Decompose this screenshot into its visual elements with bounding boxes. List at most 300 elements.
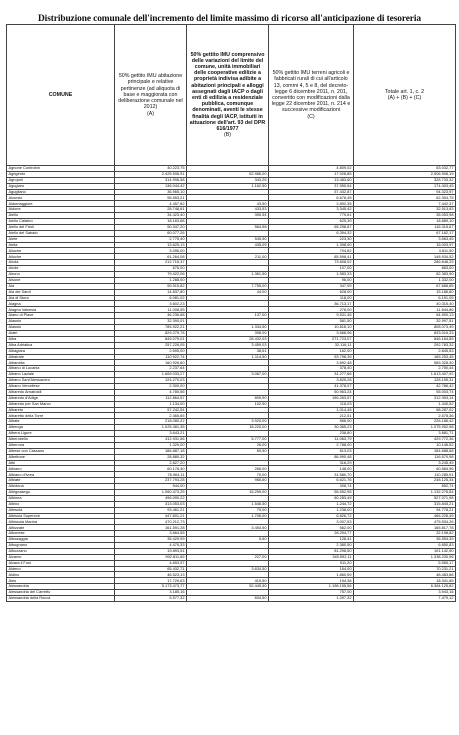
cell-c: 118,00: [269, 295, 354, 301]
cell-comune: Aldeno: [7, 566, 115, 572]
cell-total: 18.889,10: [354, 219, 456, 225]
cell-a: 1.025.381,35: [115, 425, 187, 431]
cell-comune: Albaredo Arnaboldi: [7, 389, 115, 395]
cell-a: 544,00: [115, 484, 187, 490]
cell-total: 475.534,26: [354, 519, 456, 525]
cell-c: 60.283,49: [269, 495, 354, 501]
cell-c: 3.892,48: [269, 360, 354, 366]
cell-comune: Albese con Cassano: [7, 448, 115, 454]
cell-total: 35.554,39: [354, 537, 456, 543]
cell-comune: Albiano d'Ivrea: [7, 472, 115, 478]
cell-b: 3.454,50: [187, 525, 269, 531]
cell-b: 15.259,00: [187, 489, 269, 495]
cell-c: 1.238,00: [269, 507, 354, 513]
cell-a: 257.226,05: [115, 342, 187, 348]
cell-comune: Agugliano: [7, 189, 115, 195]
cell-c: 57.432,87: [269, 189, 354, 195]
cell-c: 911,20: [269, 560, 354, 566]
cell-c: 31.277,66: [269, 372, 354, 378]
cell-comune: Alba Adriatica: [7, 342, 115, 348]
cell-a: 76.964,11: [115, 472, 187, 478]
cell-total: 808.073,49: [354, 325, 456, 331]
cell-a: 55.553,21: [115, 195, 187, 201]
cell-b: 211,00: [187, 254, 269, 260]
cell-total: 18.341,85: [354, 578, 456, 584]
cell-comune: Ala: [7, 283, 115, 289]
cell-c: 238,80: [269, 431, 354, 437]
cell-c: 347,99: [269, 283, 354, 289]
cell-comune: Aguglaro: [7, 183, 115, 189]
cell-b: 3.459,03: [187, 342, 269, 348]
cell-total: 40.315,40: [354, 301, 456, 307]
cell-total: 128.195,31: [354, 378, 456, 384]
cell-comune: Albugnano: [7, 543, 115, 549]
cell-comune: Alcara li Fusi: [7, 560, 115, 566]
cell-c: 276,00: [269, 307, 354, 313]
cell-total: 60.584,96: [354, 466, 456, 472]
cell-b: 604,50: [187, 596, 269, 602]
cell-comune: Albaredo d'Adige: [7, 395, 115, 401]
cell-a: 18.163,68: [115, 219, 187, 225]
cell-b: 395,54: [187, 213, 269, 219]
cell-c: 316,29: [269, 460, 354, 466]
cell-comune: Albidona: [7, 484, 115, 490]
cell-a: 1.669.033,27: [115, 372, 187, 378]
cell-c: 581,50: [269, 319, 354, 325]
cell-a: 2.775,40: [115, 236, 187, 242]
cell-a: 57.242,54: [115, 407, 187, 413]
cell-c: 41.378,07: [269, 383, 354, 389]
cell-comune: Ailoche: [7, 248, 115, 254]
cell-comune: Aiello del Sabato: [7, 230, 115, 236]
cell-a: 14.837,80: [115, 289, 187, 295]
cell-a: 93.461,21: [115, 507, 187, 513]
cell-comune: Albate: [7, 419, 115, 425]
cell-c: 3.668,96: [269, 330, 354, 336]
cell-a: 2.425.906,91: [115, 171, 187, 177]
cell-a: 186.887,18: [115, 448, 187, 454]
cell-comune: Alagna Valsesia: [7, 307, 115, 313]
cell-a: 212.715,37: [115, 260, 187, 266]
cell-b: 564,58: [187, 224, 269, 230]
cell-total: 6.384.125,82: [354, 584, 456, 590]
cell-total: 6.850,83: [354, 543, 456, 549]
cell-c: 164,00: [269, 566, 354, 572]
cell-comune: Alessandria del Carretto: [7, 590, 115, 596]
cell-b: 809,90: [187, 395, 269, 401]
cell-total: 11.644,86: [354, 307, 456, 313]
cell-b: 1.334,50: [187, 325, 269, 331]
cell-a: 59.515,82: [115, 283, 187, 289]
cell-total: 4.811,50: [354, 248, 456, 254]
cell-total: 32.997,51: [354, 319, 456, 325]
cell-a: 6.081,02: [115, 295, 187, 301]
cell-b: 435,09: [187, 242, 269, 248]
cell-total: 70.231,21: [354, 566, 456, 572]
cell-b: 70,00: [187, 472, 269, 478]
cell-total: 3.881,71: [354, 431, 456, 437]
cell-comune: Albairate: [7, 354, 115, 360]
cell-a: 4.470,33: [115, 543, 187, 549]
cell-b: 1.361,50: [187, 272, 269, 278]
cell-a: 2.365,65: [115, 413, 187, 419]
cell-c: 1.583,33: [269, 272, 354, 278]
cell-total: 67.182,17: [354, 230, 456, 236]
cell-comune: Agrigento: [7, 171, 115, 177]
page-title: Distribuzione comunale dell'incremento del limite massimo di ricorso all'anticipazione di tesoreria: [38, 14, 421, 24]
cell-c: 378,40: [269, 366, 354, 372]
cell-comune: Ales: [7, 578, 115, 584]
cell-total: 32.198,82: [354, 531, 456, 537]
cell-a: 46.523,13: [115, 572, 187, 578]
cell-comune: Ala di Stura: [7, 295, 115, 301]
cell-comune: Albonese: [7, 531, 115, 537]
cell-a: 849.079,01: [115, 336, 187, 342]
cell-a: 161.591,28: [115, 525, 187, 531]
cell-total: 184.688,68: [354, 448, 456, 454]
cell-total: 286.648,25: [354, 260, 456, 266]
cell-total: 116.315,67: [354, 224, 456, 230]
cell-total: 5.565,17: [354, 560, 456, 566]
cell-c: 31.580,70: [269, 472, 354, 478]
cell-c: 1.014,48: [269, 407, 354, 413]
cell-b: 966,60: [187, 478, 269, 484]
cell-total: 527.071,98: [354, 495, 456, 501]
cell-comune: Airuno: [7, 272, 115, 278]
cell-comune: Albano Laziale: [7, 372, 115, 378]
cell-comune: Albenga: [7, 425, 115, 431]
cell-b: 545,50: [187, 236, 269, 242]
cell-comune: Albinea: [7, 495, 115, 501]
cell-a: 11.008,55: [115, 307, 187, 313]
cell-total: 55.003,74: [354, 389, 456, 395]
cell-c: 86.990,48: [269, 454, 354, 460]
cell-total: 148.934,52: [354, 254, 456, 260]
cell-total: 32.513,83: [354, 207, 456, 213]
cell-b: 7.755,00: [187, 283, 269, 289]
cell-b: 3.067,00: [187, 372, 269, 378]
cell-b: 433,53: [187, 207, 269, 213]
cell-b: 69,50: [187, 448, 269, 454]
cell-comune: Ailoche: [7, 254, 115, 260]
cell-b: 62.986,00: [187, 171, 269, 177]
cell-a: 112.864,57: [115, 395, 187, 401]
cell-comune: Aldino: [7, 572, 115, 578]
cell-total: 67.688,85: [354, 283, 456, 289]
cell-c: 2.892,35: [269, 201, 354, 207]
cell-a: 1.329,00: [115, 442, 187, 448]
cell-comune: Albisola: [7, 507, 115, 513]
cell-a: 3.664,55: [115, 531, 187, 537]
cell-total: 1.332,00: [354, 277, 456, 283]
cell-a: 60.176,40: [115, 466, 187, 472]
cell-a: 32.390,01: [115, 319, 187, 325]
cell-total: 174.403,45: [354, 183, 456, 189]
cell-a: 5.173.473,77: [115, 584, 187, 590]
cell-b: 227,00: [187, 554, 269, 560]
cell-b: 28.432,03: [187, 336, 269, 342]
cell-c: 1.244,72: [269, 501, 354, 507]
cell-comune: Alba: [7, 336, 115, 342]
cell-total: 1.132.276,84: [354, 489, 456, 495]
cell-total: 2.578,36: [354, 413, 456, 419]
cell-comune: Albareto: [7, 407, 115, 413]
cell-a: 5.577,32: [115, 596, 187, 602]
cell-total: 2.506.908,19: [354, 171, 456, 177]
cell-total: 35.053,98: [354, 213, 456, 219]
cell-c: 613,03: [269, 448, 354, 454]
cell-c: 107,00: [269, 266, 354, 272]
cell-a: 218.080,22: [115, 419, 187, 425]
cell-total: 110.285,91: [354, 472, 456, 478]
cell-b: 38,61: [187, 348, 269, 354]
cell-a: 46.236,68: [115, 313, 187, 319]
cell-a: 36.965,10: [115, 189, 187, 195]
cell-b: 398,00: [187, 330, 269, 336]
cell-total: 315.845,21: [354, 501, 456, 507]
cell-a: 136.044,42: [115, 183, 187, 189]
cell-total: 10.146,52: [354, 442, 456, 448]
cell-c: 148,00: [269, 466, 354, 472]
cell-total: 94.323,97: [354, 189, 456, 195]
cell-c: 65.298,87: [269, 224, 354, 230]
cell-a: 313.053,03: [115, 501, 187, 507]
cell-c: 223,30: [269, 236, 354, 242]
cell-a: 237.793,28: [115, 478, 187, 484]
cell-c: 2.380,50: [269, 543, 354, 549]
cell-total: 226.186,42: [354, 419, 456, 425]
cell-c: 345.592,11: [269, 554, 354, 560]
cell-comune: Alassio: [7, 325, 115, 331]
cell-a: 3.602,23: [115, 301, 187, 307]
cell-c: 3.007,53: [269, 519, 354, 525]
cell-a: 3.096,00: [115, 248, 187, 254]
cell-c: 566,00: [269, 419, 354, 425]
cell-total: 2.845,53: [354, 348, 456, 354]
cell-comune: Alagna: [7, 301, 115, 307]
cell-a: 1.134,00: [115, 401, 187, 407]
cell-comune: Albanella: [7, 360, 115, 366]
cell-comune: Agropoli: [7, 177, 115, 183]
cell-total: 42.786,42: [354, 383, 456, 389]
cell-c: 37.955,54: [269, 183, 354, 189]
cell-b: 1.706,00: [187, 513, 269, 519]
column-header-a: 50% gettito IMU abitazione principale e relative pertinenze (ad aliquota di base e maggiorata con deliberazione comunale nel 2012) (A): [115, 25, 187, 166]
cell-comune: Aicurzio: [7, 195, 115, 201]
cell-total: 846.164,85: [354, 336, 456, 342]
cell-a: 50.347,20: [115, 224, 187, 230]
cell-c: 2.788,00: [269, 442, 354, 448]
cell-a: 470.212,73: [115, 519, 187, 525]
cell-c: 308,74: [269, 484, 354, 490]
cell-total: 2.750,44: [354, 366, 456, 372]
cell-total: 328.733,32: [354, 177, 456, 183]
cell-total: 3.563,45: [354, 236, 456, 242]
cell-total: 101.142,50: [354, 548, 456, 554]
cell-total: 64.900,13: [354, 313, 456, 319]
cell-a: 28.880,32: [115, 454, 187, 460]
cell-b: 1.546,50: [187, 501, 269, 507]
cell-comune: Aiete: [7, 236, 115, 242]
cell-a: 314.906,58: [115, 177, 187, 183]
cell-comune: Aiello Calabro: [7, 219, 115, 225]
cell-c: 53.798,39: [269, 354, 354, 360]
cell-total: 3.245,49: [354, 460, 456, 466]
cell-total: 6.191,05: [354, 295, 456, 301]
cell-b: 1.114,50: [187, 354, 269, 360]
cell-a: 992.811,65: [115, 554, 187, 560]
cell-c: 96,00: [269, 277, 354, 283]
cell-c: 81.298,50: [269, 548, 354, 554]
cell-b: 52.445,50: [187, 584, 269, 590]
cell-c: 116,03: [269, 401, 354, 407]
cell-total: 165.817,78: [354, 525, 456, 531]
cell-b: 3.634,50: [187, 566, 269, 572]
cell-comune: Alberona: [7, 442, 115, 448]
cell-a: 110.922,74: [115, 354, 187, 360]
cell-comune: Albaredo per San Marco: [7, 401, 115, 407]
cell-total: 312.393,14: [354, 395, 456, 401]
cell-a: 785.922,21: [115, 325, 187, 331]
cell-a: 60.077,26: [115, 230, 187, 236]
cell-b: 266,00: [187, 466, 269, 472]
cell-a: 676,00: [115, 266, 187, 272]
table-body: [7, 166, 456, 602]
data-table: [6, 24, 456, 602]
cell-comune: Albiano: [7, 466, 115, 472]
column-header-total: Totale art. 1, c. 2 (A) + (B) + (C): [354, 25, 456, 166]
cell-total: 7.442,37: [354, 201, 456, 207]
cell-b: 3.920,00: [187, 419, 269, 425]
cell-total: 7.479,12: [354, 596, 456, 602]
cell-b: 419,50: [187, 578, 269, 584]
cell-c: 562,00: [269, 525, 354, 531]
cell-b: 79,00: [187, 507, 269, 513]
cell-c: 36.713,17: [269, 301, 354, 307]
cell-a: 496.090,22: [115, 495, 187, 501]
cell-a: 35.429,99: [115, 537, 187, 543]
cell-c: 73.608,02: [269, 260, 354, 266]
cell-comune: Albizzate: [7, 525, 115, 531]
cell-comune: Albiate: [7, 478, 115, 484]
cell-b: 18.220,00: [187, 425, 269, 431]
cell-total: 82.383,90: [354, 272, 456, 278]
column-header-b: 50% gettito IMU comprensivo delle variazioni del limite del comune, unità immobiliari delle cooperative edilizie a proprietà indivisa adibite a abitazioni principali e alloggi assegnati dagli IACP o dagli enti di edilizia a residenziale pubblica, comunque denominati, aventi le stesse finalità degli IACP, istituiti in attuazione dell'art. 93 del DPR 616/1977 (B): [187, 25, 269, 166]
cell-comune: Alassio: [7, 319, 115, 325]
cell-c: 50.963,24: [269, 389, 354, 395]
cell-c: 1.158.155,56: [269, 584, 354, 590]
cell-c: 628,00: [269, 289, 354, 295]
cell-a: 2.237,64: [115, 366, 187, 372]
cell-comune: Albino: [7, 501, 115, 507]
cell-a: 829.279,78: [115, 330, 187, 336]
cell-b: 43,50: [187, 201, 269, 207]
cell-c: 194,38: [269, 578, 354, 584]
cell-comune: Agnone Controbin: [7, 166, 115, 172]
cell-a: 13.625,13: [115, 242, 187, 248]
cell-a: 1.288,00: [115, 277, 187, 283]
cell-total: 116.570,98: [354, 454, 456, 460]
cell-a: 19.893,51: [115, 548, 187, 554]
cell-comune: Aiello del Friuli: [7, 224, 115, 230]
cell-comune: Albettone: [7, 454, 115, 460]
cell-a: 3.185,16: [115, 590, 187, 596]
cell-comune: Aisone: [7, 277, 115, 283]
cell-a: 3.643,21: [115, 431, 187, 437]
cell-comune: Albi: [7, 460, 115, 466]
cell-c: 1.860,59: [269, 572, 354, 578]
cell-comune: Albignasego: [7, 489, 115, 495]
cell-comune: Albosaggia: [7, 537, 115, 543]
cell-c: 6.676,45: [269, 195, 354, 201]
cell-c: 162,00: [269, 348, 354, 354]
cell-c: 212,51: [269, 413, 354, 419]
cell-comune: Alessandria: [7, 584, 115, 590]
cell-comune: Albuzzano: [7, 548, 115, 554]
cell-b: 5,60: [187, 537, 269, 543]
cell-a: 34.423,40: [115, 213, 187, 219]
cell-comune: Albano Sant'Alessandro: [7, 378, 115, 384]
cell-total: 94.778,21: [354, 507, 456, 513]
cell-c: 4.809,02: [269, 166, 354, 172]
cell-c: 56.552,95: [269, 489, 354, 495]
column-header-c: 50% gettito IMU terreni agricoli e fabbricati rurali di cui all'articolo 13, commi 4, 5 e 8, del decreto-legge 6 dicembre 2011, n. 201, convertito con modificazioni dalla legge 22 dicembre 2011, n. 214 e successive modificazioni (C): [269, 25, 354, 166]
cell-total: 466.228,49: [354, 513, 456, 519]
cell-c: 128,41: [269, 537, 354, 543]
cell-total: 165.253,45: [354, 354, 456, 360]
cell-total: 833.016,33: [354, 330, 456, 336]
cell-a: 17.729,63: [115, 578, 187, 584]
cell-comune: Alatri: [7, 330, 115, 336]
cell-comune: Aieta: [7, 242, 115, 248]
cell-c: 3.345,42: [269, 207, 354, 213]
cell-a: 4.653,97: [115, 560, 187, 566]
cell-c: 6.394,32: [269, 230, 354, 236]
cell-a: 2.827,20: [115, 460, 187, 466]
cell-c: 28.294,77: [269, 531, 354, 537]
cell-a: 447.601,21: [115, 513, 187, 519]
cell-a: 4.457,82: [115, 201, 187, 207]
cell-c: 10.816,10: [269, 325, 354, 331]
cell-a: 124.270,03: [115, 378, 187, 384]
cell-total: 248.125,34: [354, 478, 456, 484]
cell-total: 15.003,97: [354, 242, 456, 248]
cell-c: 1.297,32: [269, 596, 354, 602]
cell-comune: Albano Vercellese: [7, 383, 115, 389]
cell-c: 13.483,60: [269, 177, 354, 183]
cell-a: 160.926,60: [115, 360, 187, 366]
cell-b: 102,90: [187, 401, 269, 407]
cell-c: 85.598,41: [269, 254, 354, 260]
cell-c: 271.723,07: [269, 336, 354, 342]
cell-total: 68.287,02: [354, 407, 456, 413]
cell-b: 137,00: [187, 313, 269, 319]
cell-c: 1.398,90: [269, 242, 354, 248]
cell-total: 1.338.230,96: [354, 554, 456, 560]
cell-total: 48.483,88: [354, 572, 456, 578]
cell-a: 65.432,71: [115, 566, 187, 572]
cell-c: 779,61: [269, 213, 354, 219]
cell-total: 852,74: [354, 484, 456, 490]
cell-c: 6.826,72: [269, 513, 354, 519]
cell-c: 3.825,28: [269, 378, 354, 384]
column-header-comune: COMUNE: [7, 25, 115, 166]
cell-b: 44,00: [187, 289, 269, 295]
cell-a: 28.748,61: [115, 207, 187, 213]
cell-a: 2.300,00: [115, 383, 187, 389]
cell-c: 704,62: [269, 248, 354, 254]
cell-c: 625,39: [269, 219, 354, 225]
